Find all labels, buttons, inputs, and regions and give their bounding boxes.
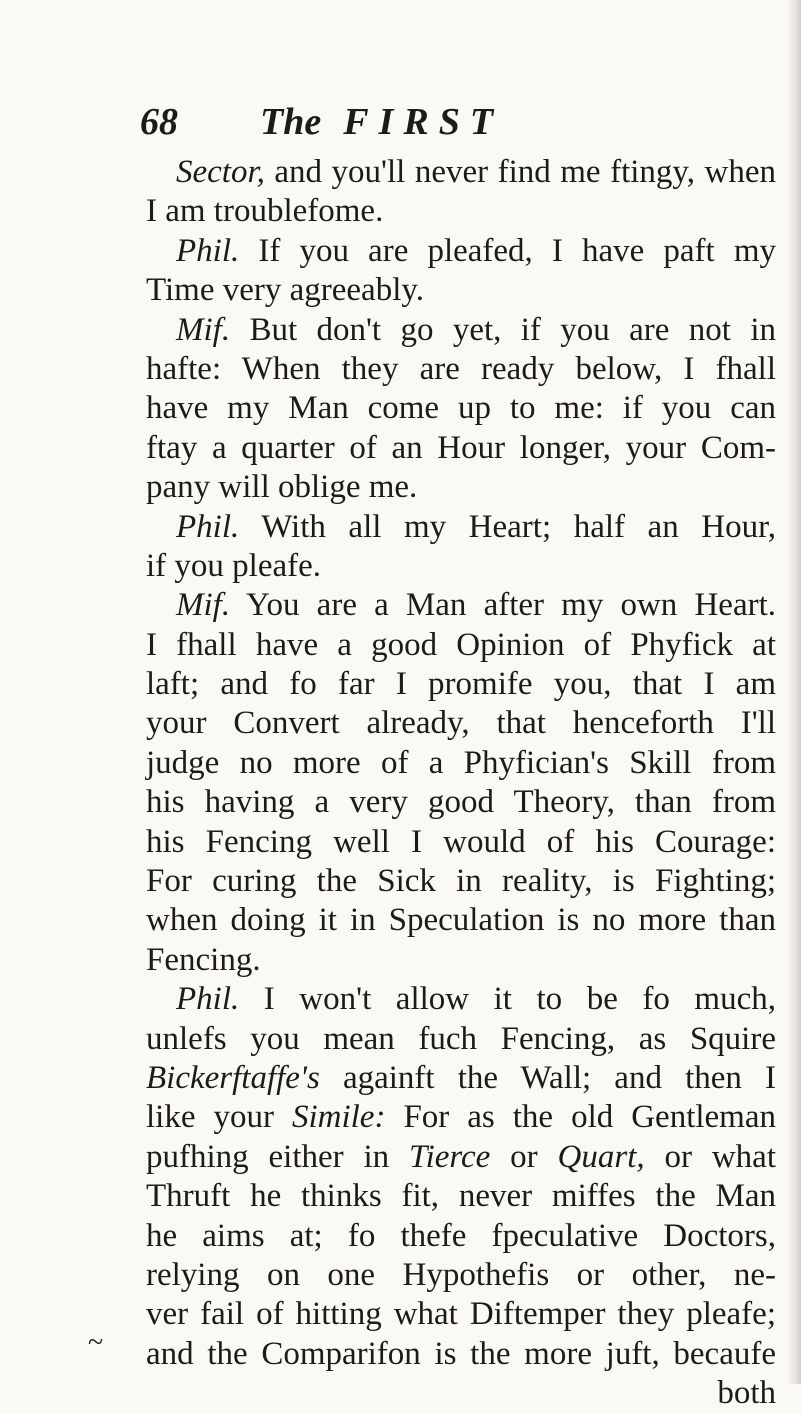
line-text: pufhing either in [146, 1138, 410, 1175]
page-gutter-shadow [787, 0, 801, 1384]
text-line [146, 1098, 776, 1137]
italic-word: Simile: [291, 1099, 386, 1136]
text-line [146, 1020, 776, 1059]
text-line [146, 901, 776, 940]
line-text: ver fail of hitting what Diftemper they pleafe; [146, 1296, 776, 1333]
italic-name: Bickerftaffe's [146, 1059, 320, 1096]
speaker-name: Phil. [176, 232, 240, 269]
line-text: relying on one Hypothefis or other, ne- [146, 1256, 776, 1293]
line-text: have my Man come up to me: if you can [146, 390, 776, 427]
text-line [146, 823, 776, 862]
speaker-name: Mif. [176, 587, 231, 624]
line-text: your Convert already, that henceforth I'll [146, 705, 776, 742]
line-text: and the Comparifon is the more juft, becaufe [146, 1335, 776, 1372]
text-line [146, 1295, 776, 1334]
line-text: like your [146, 1099, 292, 1136]
line-text: when doing it in Speculation is no more than [146, 902, 776, 939]
line-text: For as the old Gentleman [385, 1099, 777, 1136]
page-number: 68 [140, 101, 178, 143]
line-text: For curing the Sick in reality, is Fighting; [146, 863, 776, 900]
line-text: Thruft he thinks fit, never miffes the Man [146, 1178, 776, 1215]
line-text: I fhall have a good Opinion of Phyfick at [146, 626, 776, 663]
text-line [146, 350, 776, 389]
line-text: pany will oblige me. [146, 469, 418, 506]
line-text: Time very agreeably. [146, 272, 424, 309]
text-line [146, 1138, 776, 1177]
italic-word: Quart, [557, 1138, 645, 1175]
line-text: But don't go yet, if you are not in [230, 311, 776, 348]
line-text: laft; and fo far I promife you, that I am [146, 666, 776, 703]
text-line [146, 704, 776, 743]
running-head-the: The [260, 101, 322, 143]
line-text: or what [644, 1138, 776, 1175]
text-line [146, 862, 776, 901]
text-line [146, 153, 776, 192]
text-line [146, 547, 776, 586]
catchword: both [717, 1375, 776, 1412]
footer-mark: ~ [88, 1327, 104, 1358]
line-text: againft the Wall; and then I [319, 1059, 776, 1096]
line-text: You are a Man after my own Heart. [230, 587, 776, 624]
text-line [146, 468, 776, 507]
line-text: With all my Heart; half an Hour, [239, 508, 776, 545]
line-text: or [490, 1138, 558, 1175]
text-line [146, 311, 776, 350]
line-text: I am troublefome. [146, 193, 384, 230]
line-text: Fencing. [146, 941, 261, 978]
text-line [146, 586, 776, 625]
line-text: judge no more of a Phyfician's Skill from [146, 744, 776, 781]
text-line [146, 980, 776, 1019]
line-text: his Fencing well I would of his Courage: [146, 823, 776, 860]
speaker-name: Phil. [176, 981, 240, 1018]
speaker-name: Sector, [176, 154, 265, 190]
text-line [146, 1256, 776, 1295]
italic-word: Tierce [409, 1138, 491, 1175]
page-header [140, 100, 580, 150]
text-line [146, 1059, 776, 1098]
line-text: if you pleafe. [146, 547, 322, 584]
running-head [260, 100, 503, 144]
body-text [146, 153, 776, 1414]
text-line [146, 626, 776, 665]
running-head-word: FIRST [343, 101, 504, 143]
text-line [146, 744, 776, 783]
text-line [146, 429, 776, 468]
line-text: unlefs you mean fuch Fencing, as Squire [146, 1020, 776, 1057]
text-line [146, 1177, 776, 1216]
line-text: I won't allow it to be fo much, [239, 981, 776, 1018]
text-line [146, 192, 776, 231]
line-text: and you'll never find me ftingy, when [264, 154, 776, 190]
speaker-name: Phil. [176, 508, 240, 545]
line-text: his having a very good Theory, than from [146, 784, 776, 821]
text-line [146, 941, 776, 980]
line-text: ftay a quarter of an Hour longer, your Com- [146, 429, 776, 466]
text-line [146, 389, 776, 428]
catchword-line [146, 1374, 776, 1413]
text-line [146, 232, 776, 271]
text-line [146, 783, 776, 822]
line-text: hafte: When they are ready below, I fhall [146, 350, 776, 387]
text-line [146, 1217, 776, 1256]
text-line [146, 271, 776, 310]
line-text: he aims at; fo thefe fpeculative Doctors, [146, 1217, 776, 1254]
text-line [146, 1335, 776, 1374]
line-text: If you are pleafed, I have paft my [239, 232, 776, 269]
text-line [146, 508, 776, 547]
text-line [146, 665, 776, 704]
speaker-name: Mif. [176, 311, 231, 348]
